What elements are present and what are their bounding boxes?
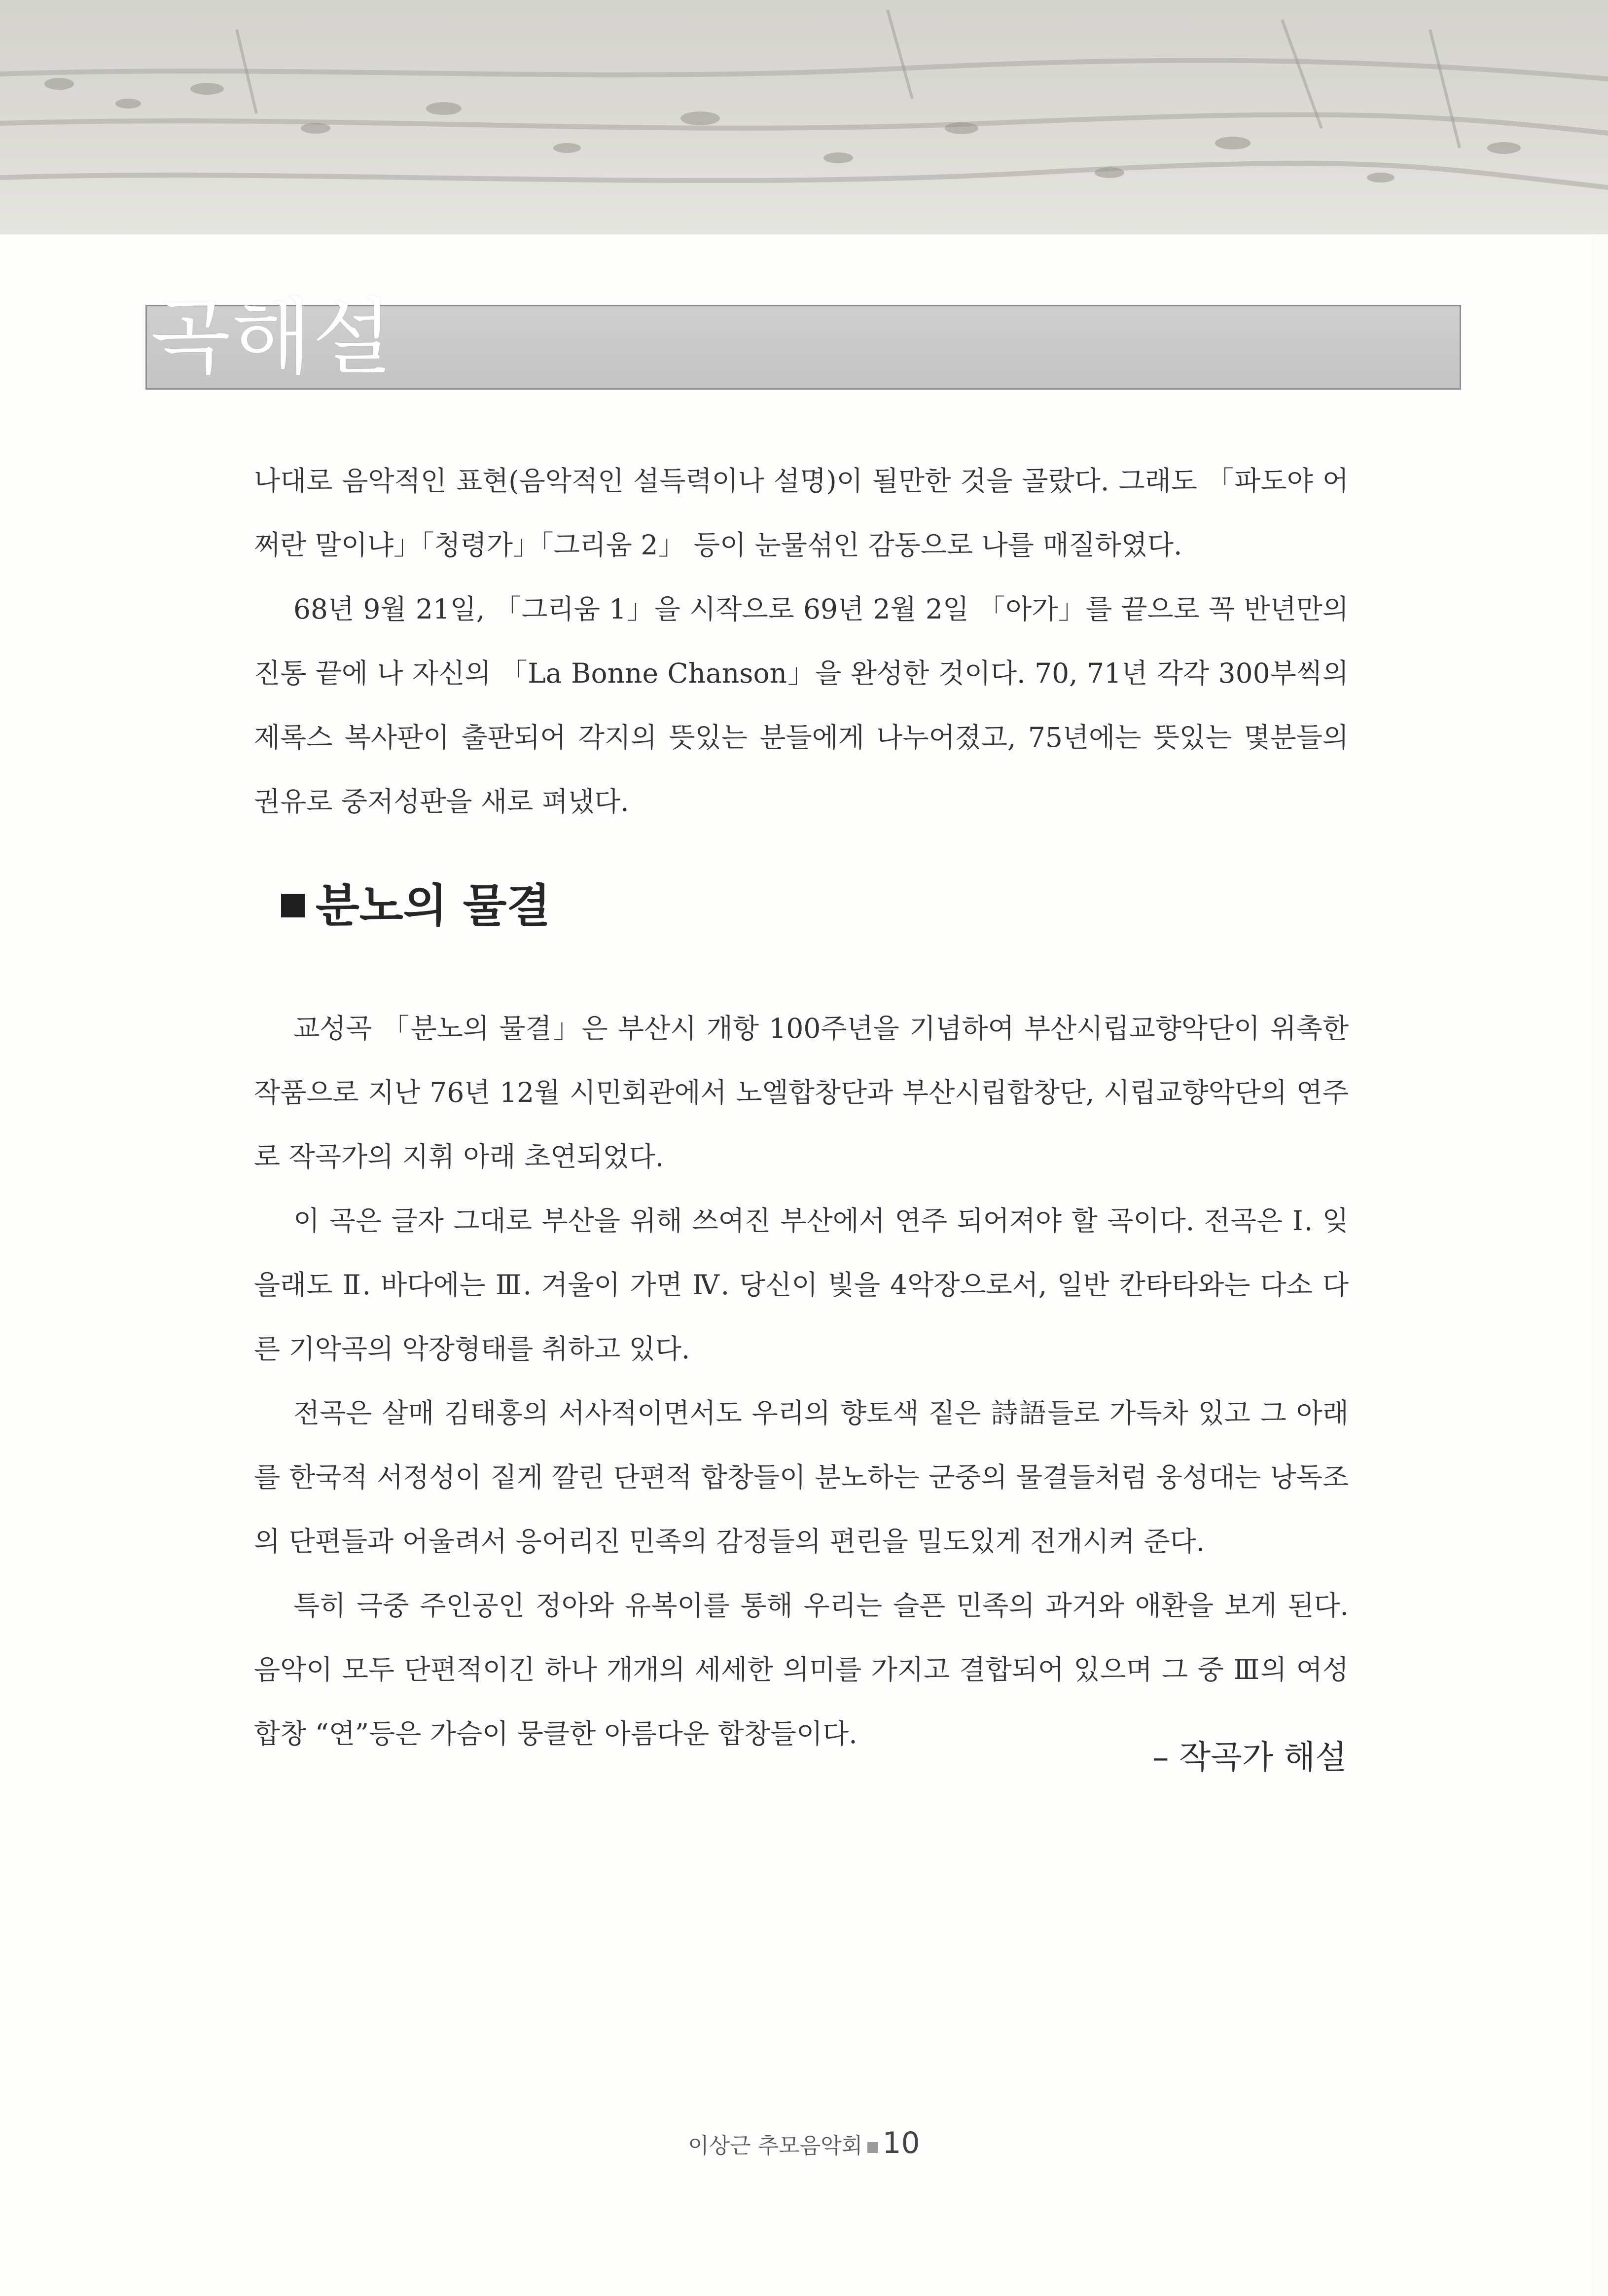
intro-paragraph-2: 68년 9월 21일, 「그리움 1」을 시작으로 69년 2월 2일 「아가」를 끝으로 꼭 반년만의 진통 끝에 나 자신의 「La Bonne Chanson」을 완성한 것이다. 70, 71년 각각 300부씩의 제록스 복사판이 출판되어 각지의 뜻있는 분들에게 나누어졌고, 75년에는 뜻있는 몇분들의 권유로 중저성판을 새로 펴냈다. — [254, 593, 1349, 817]
section-heading-text: 분노의 물결 — [316, 879, 551, 932]
music-score-texture-icon — [0, 0, 1608, 234]
page-footer — [0, 2126, 1608, 2160]
intro-paragraph-1: 나대로 음악적인 표현(음악적인 설득력이나 설명)이 될만한 것을 골랐다. 그래도 「파도야 어쩌란 말이냐」「청령가」「그리움 2」 등이 눈물섞인 감동으로 나를 매질하였다. — [254, 465, 1349, 561]
section-paragraph-2: 이 곡은 글자 그대로 부산을 위해 쓰여진 부산에서 연주 되어져야 할 곡이다. 전곡은 Ⅰ. 잊을래도 Ⅱ. 바다에는 Ⅲ. 겨울이 가면 Ⅳ. 당신이 빛을 4악장으로서, 일반 칸타타와는 다소 다른 기악곡의 악장형태를 취하고 있다. — [254, 1205, 1349, 1365]
square-bullet-icon — [281, 894, 305, 917]
section-heading — [281, 879, 551, 932]
square-separator-icon — [867, 2142, 878, 2153]
page-title: 곡해설 — [150, 289, 393, 386]
attribution: – 작곡가 해설 — [1152, 1738, 1347, 1776]
section-paragraph-4: 특히 극중 주인공인 정아와 유복이를 통해 우리는 슬픈 민족의 과거와 애환을 보게 된다. 음악이 모두 단편적이긴 하나 개개의 세세한 의미를 가지고 결합되어 있으며 그 중 Ⅲ의 여성합창 “연”등은 가슴이 뭉클한 아름다운 합창들이다. — [254, 1590, 1349, 1749]
footer-label: 이상근 추모음악회 — [688, 2133, 863, 2158]
section-paragraph-3: 전곡은 살매 김태홍의 서사적이면서도 우리의 향토색 짙은 詩語들로 가득차 있고 그 아래를 한국적 서정성이 짙게 깔린 단편적 합창들이 분노하는 군중의 물결들처럼 웅성대는 낭독조의 단편들과 어울려서 응어리진 민족의 감정들의 편린을 밀도있게 전개시켜 준다. — [254, 1397, 1349, 1557]
section-paragraph-1: 교성곡 「분노의 물결」은 부산시 개항 100주년을 기념하여 부산시립교향악단이 위촉한 작품으로 지난 76년 12월 시민회관에서 노엘합창단과 부산시립합창단, 시립교향악단의 연주로 작곡가의 지휘 아래 초연되었다. — [254, 1013, 1349, 1172]
page-number: 10 — [882, 2126, 920, 2160]
header-background-band — [0, 0, 1608, 234]
